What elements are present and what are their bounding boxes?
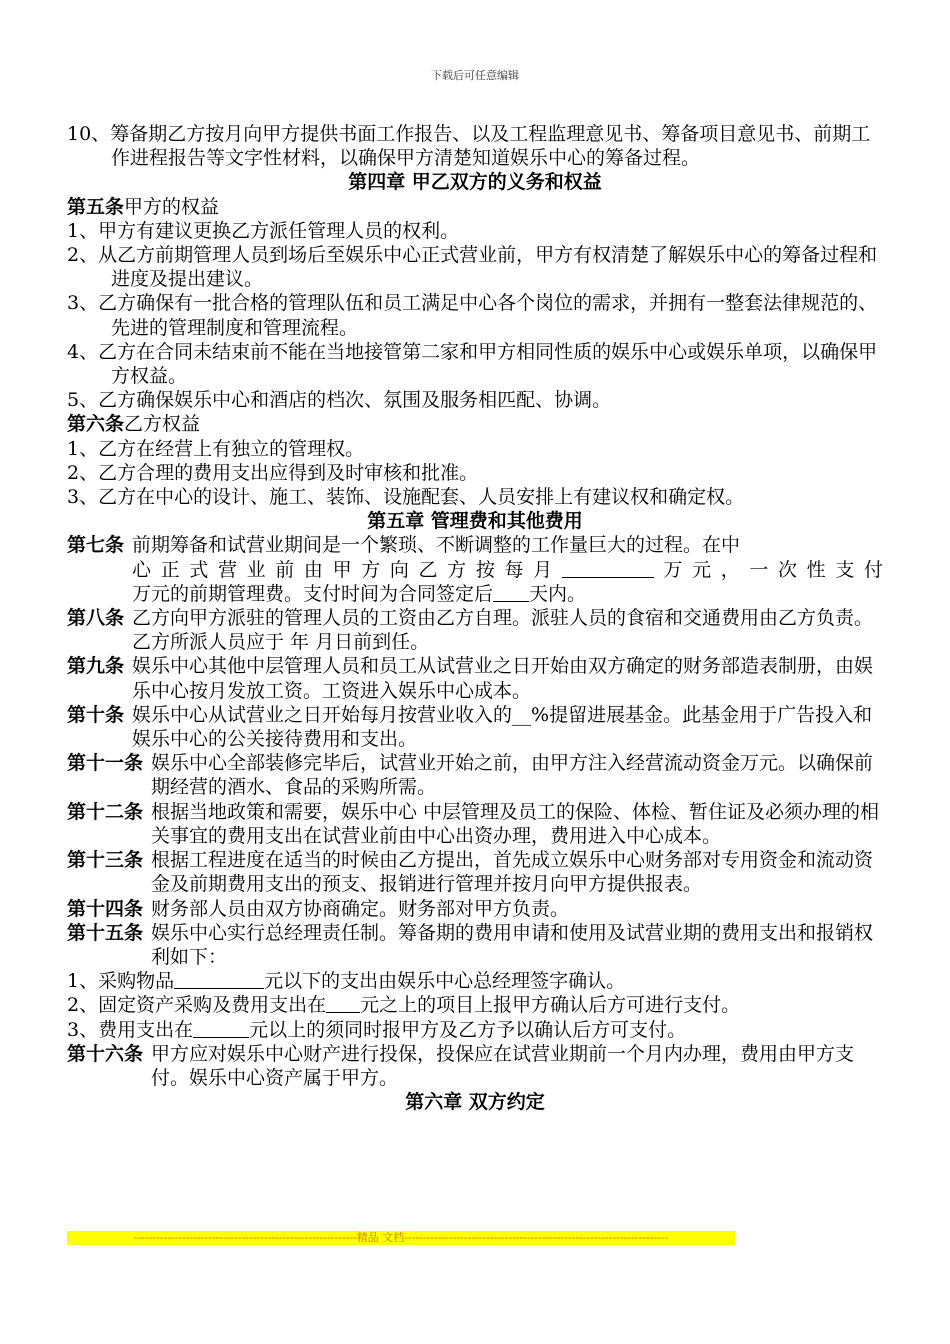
article-15: 第十五条 娱乐中心实行总经理责任制。筹备期的费用申请和使用及试营业期的费用支出和报销权利如下：: [67, 921, 874, 968]
article-6-item-1: 1、乙方在经营上有独立的管理权。: [67, 437, 365, 460]
article-16: 第十六条 甲方应对娱乐中心财产进行投保，投保应在试营业期前一个月内办理，费用由甲方支付。娱乐中心资产属于甲方。: [67, 1042, 855, 1089]
chapter-6-title: 第六章 双方约定: [405, 1091, 545, 1114]
article-5-item-5: 5、乙方确保娱乐中心和酒店的档次、氛围及服务相匹配、协调。: [67, 389, 612, 412]
article-11: 第十一条 娱乐中心全部装修完毕后，试营业开始之前，由甲方注入经营流动资金万元。以确保前期经营的酒水、食品的采购所需。: [67, 752, 874, 799]
article-5-item-3: 3、乙方确保有一批合格的管理队伍和员工满足中心各个岗位的需求，并拥有一整套法律规范的、先进的管理制度和管理流程。: [67, 292, 878, 339]
article-10: 第十条 娱乐中心从试营业之日开始每月按营业收入的__%提留进展基金。此基金用于广告投入和娱乐中心的公关接待费用和支出。: [67, 703, 873, 751]
article-15-item-2: 2、固定资产采购及费用支出在 元之上的项目上报甲方确认后方可进行支付。: [67, 994, 741, 1017]
article-15-item-3: 3、费用支出在 元以上的须同时报甲方及乙方予以确认后方可支付。: [67, 1018, 687, 1041]
document-body: [67, 122, 883, 1114]
article-12: 第十二条 根据当地政策和需要，娱乐中心 中层管理及员工的保险、体检、暂住证及必须办理的相关事宜的费用支出在试营业前由中心出资办理，费用进入中心成本。: [67, 800, 880, 847]
article-6-item-2: 2、乙方合理的费用支出应得到及时审核和批准。: [67, 461, 479, 484]
article-7: 第七条 前期筹备和试营业期间是一个繁琐、不断调整的工作量巨大的过程。在中 心正式营业前由甲方向乙方按每月 万元，一次性支付 万元的前期管理费。支付时间为合同签定后 天内。: [67, 534, 883, 605]
article-8: 第八条 乙方向甲方派驻的管理人员的工资由乙方自理。派驻人员的食宿和交通费用由乙方负责。乙方所派人员应于 年 月日前到任。: [67, 607, 874, 654]
article-7-label: 第七条: [67, 534, 125, 557]
article-6-heading: 第六条乙方权益: [67, 413, 201, 436]
days-blank: [493, 583, 529, 602]
monthly-fee-blank: [562, 559, 654, 578]
article-14: 第十四条 财务部人员由双方协商确定。财务部对甲方负责。: [67, 897, 570, 920]
page-footer: ------------------------------------------------------------精品 文档-----------------------------------------------------------------------: [67, 1231, 735, 1245]
chapter-4-title: 第四章 甲乙双方的义务和权益: [348, 171, 602, 194]
article-9: 第九条 娱乐中心其他中层管理人员和员工从试营业之日开始由双方确定的财务部造表制册，由娱乐中心按月发放工资。工资进入娱乐中心成本。: [67, 655, 874, 702]
article-5-item-1: 1、甲方有建议更换乙方派任管理人员的权利。: [67, 219, 460, 242]
chapter-5-title: 第五章 管理费和其他费用: [367, 510, 583, 533]
article-15-item-1: 1、采购物品 元以下的支出由娱乐中心总经理签字确认。: [67, 970, 626, 993]
article-13: 第十三条 根据工程进度在适当的时候由乙方提出，首先成立娱乐中心财务部对专用资金和流动资金及前期费用支出的预支、报销进行管理并按月向甲方提供报表。: [67, 849, 874, 896]
page-header: 下载后可任意编辑: [431, 69, 519, 82]
article-5-item-4: 4、乙方在合同未结束前不能在当地接管第二家和甲方相同性质的娱乐中心或娱乐单项，以确保甲方权益。: [67, 340, 878, 388]
intro-item-10: 10、筹备期乙方按月向甲方提供书面工作报告、以及工程监理意见书、筹备项目意见书、前期工作进程报告等文字性材料，以确保甲方清楚知道娱乐中心的筹备过程。: [67, 123, 871, 170]
article-5-heading: 第五条甲方的权益: [67, 195, 220, 218]
article-6-item-3: 3、乙方在中心的设计、施工、装饰、设施配套、人员安排上有建议权和确定权。: [67, 486, 745, 509]
article-5-item-2: 2、从乙方前期管理人员到场后至娱乐中心正式营业前，甲方有权清楚了解娱乐中心的筹备过程和进度及提出建议。: [67, 244, 878, 291]
